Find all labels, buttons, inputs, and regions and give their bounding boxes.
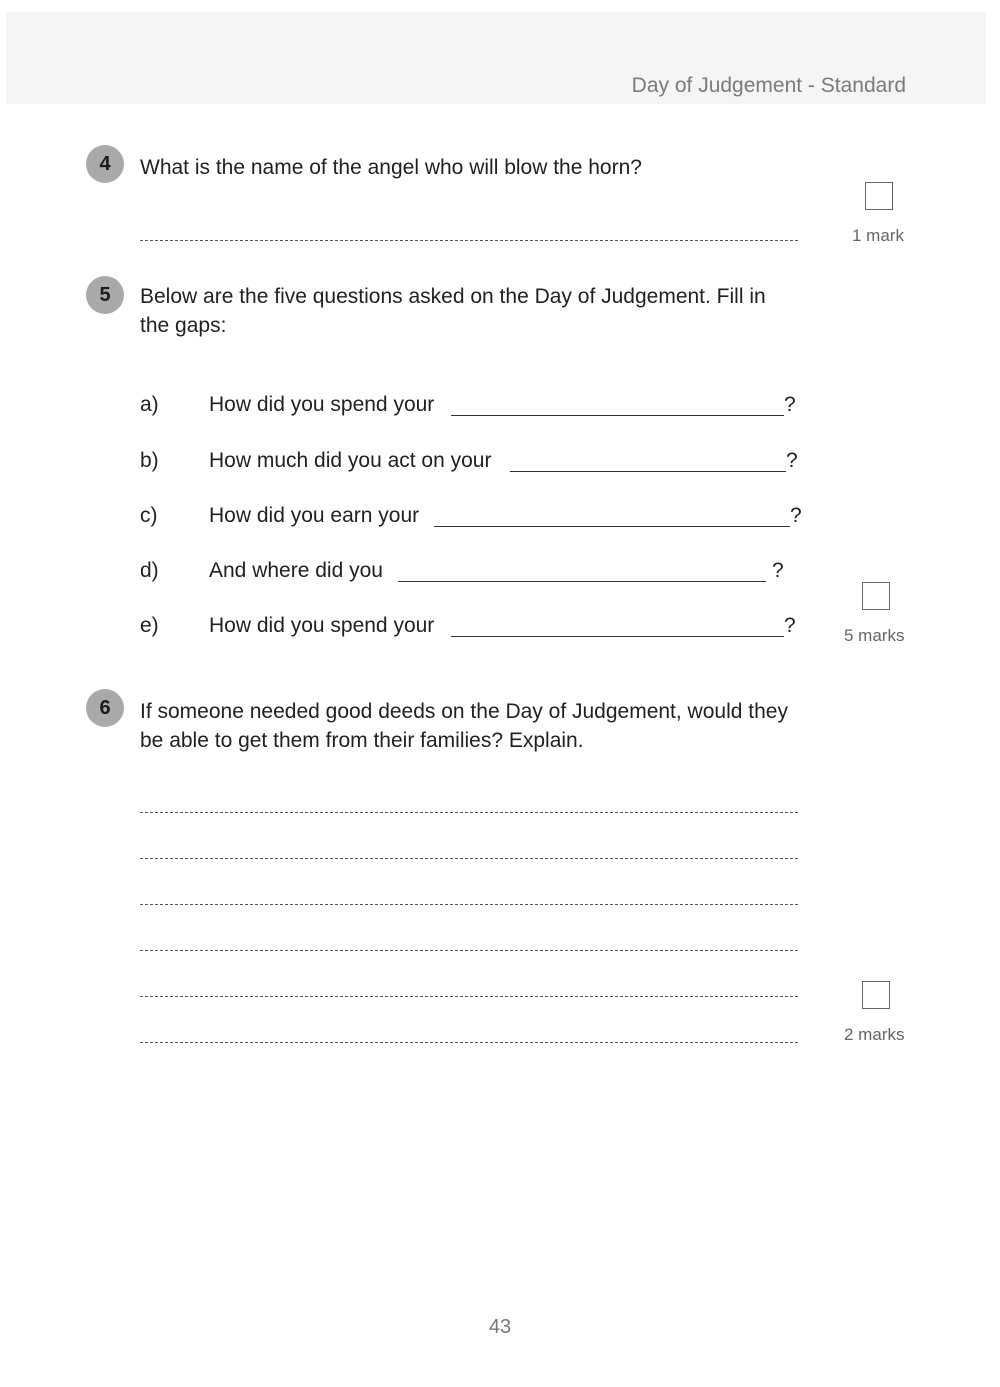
answer-line[interactable] (140, 950, 798, 951)
question-6-text: If someone needed good deeds on the Day of Judgement, would they be able to get them from their families? Explain. (140, 700, 788, 752)
item-stem: And where did you (209, 559, 383, 582)
mark-box-q6[interactable] (862, 981, 890, 1009)
item-end: ? (790, 504, 802, 527)
item-letter: b) (140, 449, 159, 472)
question-number-6: 6 (86, 689, 124, 727)
answer-line[interactable] (140, 1042, 798, 1043)
page-number: 43 (488, 1316, 512, 1338)
marks-label-q6: 2 marks (844, 1025, 905, 1044)
mark-box-q4[interactable] (865, 182, 893, 210)
blank-line[interactable] (451, 415, 784, 416)
marks-label-q5: 5 marks (844, 626, 905, 645)
mark-box-q5[interactable] (862, 582, 890, 610)
blank-line[interactable] (434, 526, 790, 527)
item-stem: How did you spend your (209, 614, 435, 637)
blank-line[interactable] (398, 581, 766, 582)
item-letter: e) (140, 614, 159, 637)
item-end: ? (784, 614, 796, 637)
answer-line[interactable] (140, 904, 798, 905)
item-letter: d) (140, 559, 159, 582)
answer-line[interactable] (140, 996, 798, 997)
item-stem: How did you spend your (209, 393, 435, 416)
item-end: ? (772, 559, 784, 582)
item-letter: c) (140, 504, 158, 527)
question-number-4: 4 (86, 145, 124, 183)
question-number-5: 5 (86, 276, 124, 314)
item-stem: How much did you act on your (209, 449, 492, 472)
answer-line[interactable] (140, 240, 798, 241)
item-end: ? (786, 449, 798, 472)
answer-line[interactable] (140, 812, 798, 813)
question-4-text: What is the name of the angel who will blow the horn? (140, 156, 642, 179)
page-title: Day of Judgement - Standard (631, 74, 906, 97)
item-letter: a) (140, 393, 159, 416)
marks-label-q4: 1 mark (852, 226, 904, 245)
item-stem: How did you earn your (209, 504, 420, 527)
answer-line[interactable] (140, 858, 798, 859)
question-5-text: Below are the five questions asked on the Day of Judgement. Fill in the gaps: (140, 285, 766, 337)
blank-line[interactable] (510, 471, 786, 472)
item-end: ? (784, 393, 796, 416)
blank-line[interactable] (451, 636, 784, 637)
